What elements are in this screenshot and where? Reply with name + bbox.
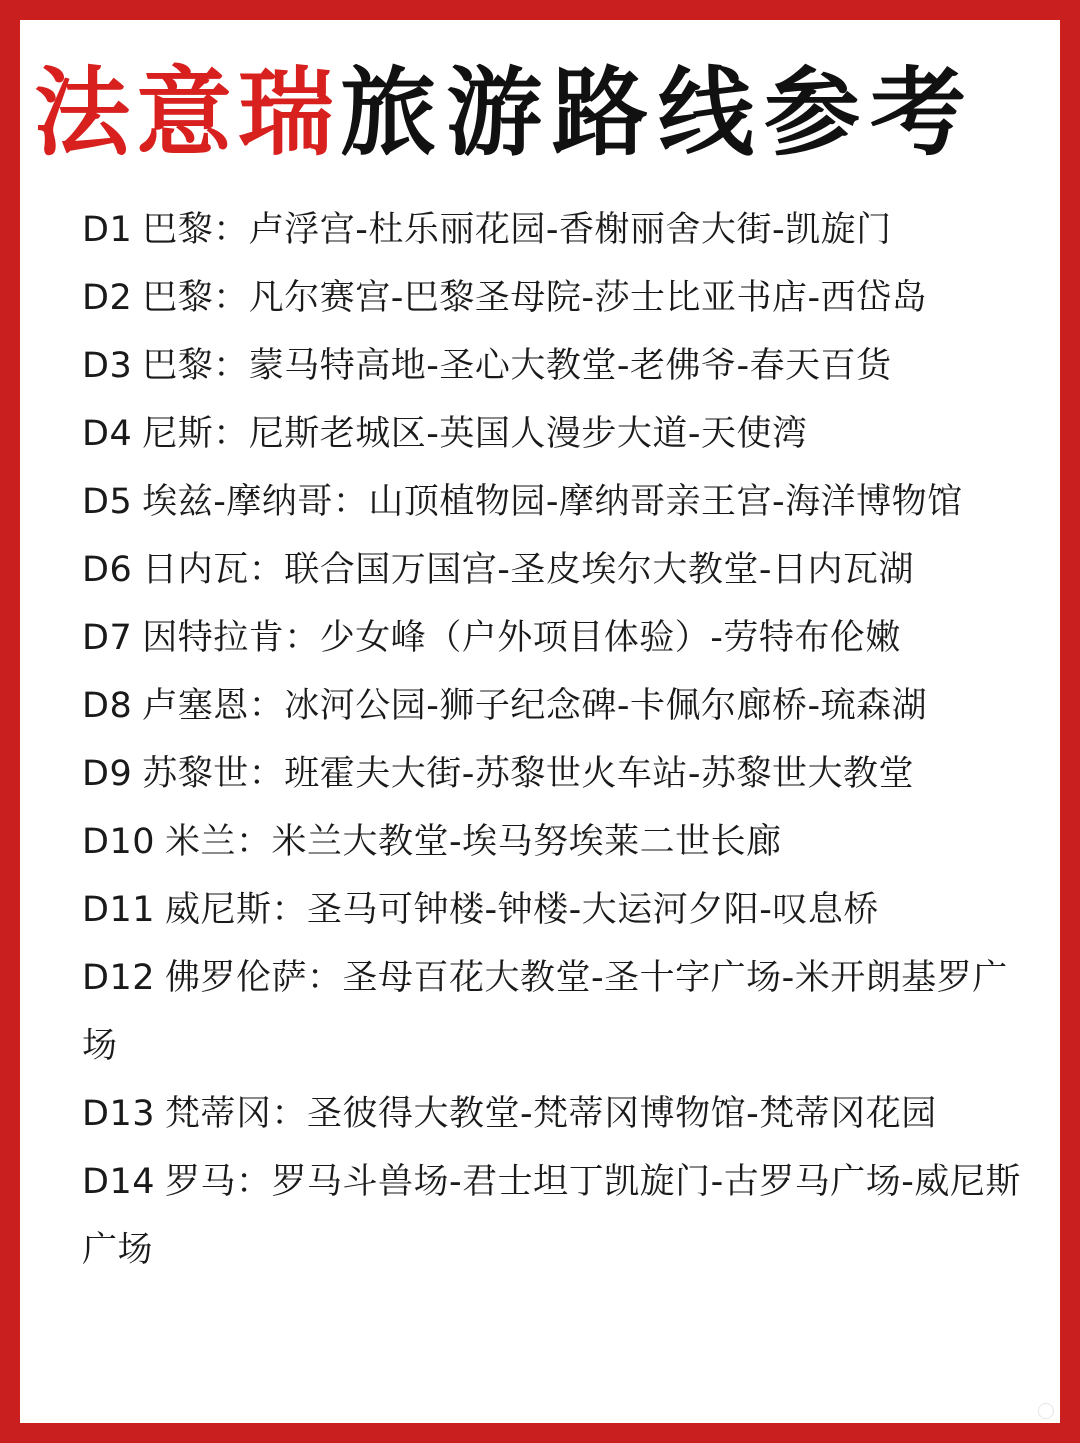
route-text: 罗马：罗马斗兽场-君士坦丁凯旋门-古罗马广场-威尼斯广场 — [82, 1162, 1021, 1270]
poster-card — [20, 20, 1060, 1423]
day-label: D3 — [82, 346, 133, 386]
route-text: 卢塞恩：冰河公园-狮子纪念碑-卡佩尔廊桥-琉森湖 — [142, 686, 928, 726]
itinerary-item-d9 — [82, 740, 1042, 808]
itinerary-item-d11 — [82, 876, 1042, 944]
itinerary-item-d1 — [82, 196, 1042, 264]
route-text: 巴黎：凡尔赛宫-巴黎圣母院-莎士比亚书店-西岱岛 — [142, 278, 928, 318]
route-text: 威尼斯：圣马可钟楼-钟楼-大运河夕阳-叹息桥 — [165, 890, 879, 930]
itinerary-item-d5 — [82, 468, 1042, 536]
day-label: D2 — [82, 278, 133, 318]
day-label: D14 — [82, 1162, 155, 1202]
day-label: D11 — [82, 890, 155, 930]
route-text: 日内瓦：联合国万国宫-圣皮埃尔大教堂-日内瓦湖 — [142, 550, 914, 590]
itinerary-item-d10 — [82, 808, 1042, 876]
itinerary-item-d3 — [82, 332, 1042, 400]
watermark-icon — [1038, 1403, 1054, 1419]
day-label: D5 — [82, 482, 133, 522]
title-accent: 法意瑞 — [34, 57, 340, 169]
route-text: 梵蒂冈：圣彼得大教堂-梵蒂冈博物馆-梵蒂冈花园 — [165, 1094, 937, 1134]
title-rest: 旅游路线参考 — [340, 57, 976, 169]
day-label: D4 — [82, 414, 133, 454]
itinerary-item-d7 — [82, 604, 1042, 672]
route-text: 佛罗伦萨：圣母百花大教堂-圣十字广场-米开朗基罗广场 — [82, 958, 1008, 1066]
itinerary-item-d6 — [82, 536, 1042, 604]
day-label: D13 — [82, 1094, 155, 1134]
itinerary-item-d4 — [82, 400, 1042, 468]
day-label: D9 — [82, 754, 133, 794]
itinerary-item-d12 — [82, 944, 1042, 1080]
route-text: 米兰：米兰大教堂-埃马努埃莱二世长廊 — [165, 822, 782, 862]
day-label: D7 — [82, 618, 133, 658]
day-label: D1 — [82, 210, 133, 250]
day-label: D8 — [82, 686, 133, 726]
day-label: D10 — [82, 822, 155, 862]
itinerary-item-d14 — [82, 1148, 1042, 1284]
day-label: D6 — [82, 550, 133, 590]
route-text: 埃兹-摩纳哥：山顶植物园-摩纳哥亲王宫-海洋博物馆 — [142, 482, 963, 522]
route-text: 因特拉肯：少女峰（户外项目体验）-劳特布伦嫩 — [142, 618, 901, 658]
itinerary-item-d8 — [82, 672, 1042, 740]
route-text: 巴黎：蒙马特高地-圣心大教堂-老佛爷-春天百货 — [142, 346, 892, 386]
route-text: 尼斯：尼斯老城区-英国人漫步大道-天使湾 — [142, 414, 808, 454]
page-title — [34, 58, 1060, 168]
route-text: 巴黎：卢浮宫-杜乐丽花园-香榭丽舍大街-凯旋门 — [142, 210, 892, 250]
itinerary-item-d13 — [82, 1080, 1042, 1148]
itinerary-item-d2 — [82, 264, 1042, 332]
itinerary-list — [82, 196, 1042, 1284]
route-text: 苏黎世：班霍夫大街-苏黎世火车站-苏黎世大教堂 — [142, 754, 914, 794]
day-label: D12 — [82, 958, 155, 998]
